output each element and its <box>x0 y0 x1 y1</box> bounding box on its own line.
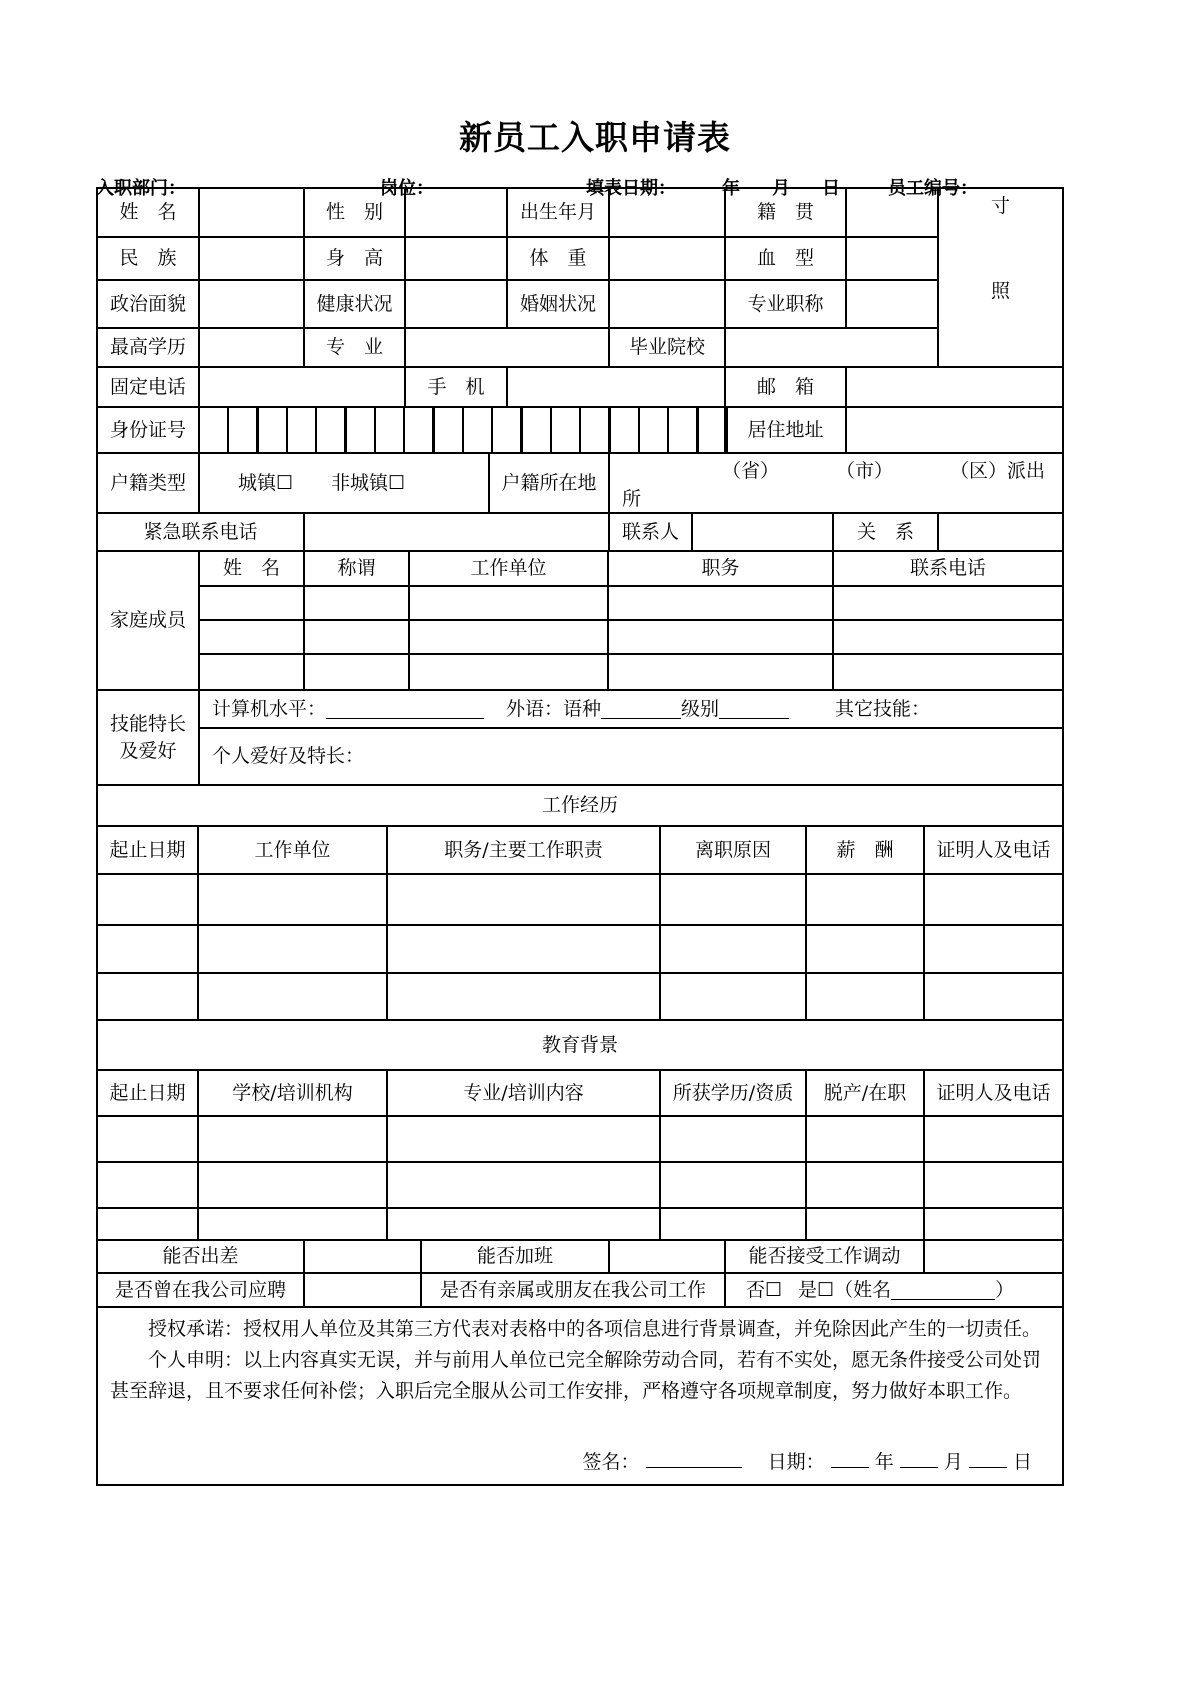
email-label: 邮 箱 <box>724 366 847 408</box>
sign-date-day: 日 <box>1012 1451 1032 1473</box>
native-place-label: 籍 贯 <box>724 187 847 238</box>
edu-row-cell[interactable] <box>923 1115 1064 1163</box>
edu-row-cell[interactable] <box>197 1207 388 1241</box>
edu-row-cell[interactable] <box>386 1207 661 1241</box>
edu-header-cell: 学校/培训机构 <box>197 1069 388 1117</box>
height-label: 身 高 <box>303 236 406 281</box>
id-digit-box[interactable] <box>491 406 522 454</box>
post-label: 岗位： <box>380 178 434 199</box>
id-digit-box[interactable] <box>345 406 376 454</box>
work-row-cell[interactable] <box>805 873 925 926</box>
family-row-cell[interactable] <box>832 619 1064 655</box>
edu-header-cell: 脱产/在职 <box>805 1069 925 1117</box>
overtime-label: 能否加班 <box>420 1239 610 1274</box>
id-digit-box[interactable] <box>521 406 552 454</box>
edu-header-cell: 所获学历/资质 <box>659 1069 807 1117</box>
dept-label: 入职部门： <box>96 178 186 199</box>
business-travel-label: 能否出差 <box>96 1239 305 1274</box>
name-label: 姓 名 <box>96 187 200 238</box>
relatives-yes-option[interactable]: 是☐（姓名 <box>798 1278 892 1301</box>
fill-date-day: 日 <box>822 178 840 199</box>
work-row-cell[interactable] <box>923 972 1064 1021</box>
family-row-cell[interactable] <box>607 585 834 621</box>
marital-label: 婚姻状况 <box>506 279 610 329</box>
work-row-cell[interactable] <box>923 924 1064 974</box>
mobile-field[interactable] <box>506 366 726 408</box>
business-travel-field[interactable] <box>303 1239 422 1274</box>
work-row-cell[interactable] <box>197 873 388 926</box>
work-header-cell: 工作单位 <box>197 825 388 875</box>
fill-date-label: 填表日期： <box>586 178 676 199</box>
birth-field[interactable] <box>608 187 726 238</box>
family-header-cell: 工作单位 <box>408 550 609 587</box>
marital-field[interactable] <box>608 279 726 329</box>
hukou-place-field[interactable]: （省） （市） （区）派出所 <box>608 452 1064 514</box>
school-label: 毕业院校 <box>608 327 726 368</box>
professional-title-field[interactable] <box>845 279 939 329</box>
overtime-field[interactable] <box>608 1239 726 1274</box>
id-digit-box[interactable] <box>257 406 288 454</box>
major-label: 专 业 <box>303 327 406 368</box>
applied-before-label: 是否曾在我公司应聘 <box>96 1272 305 1308</box>
family-row-cell[interactable] <box>408 619 609 655</box>
gender-label: 性 别 <box>303 187 406 238</box>
work-history-title: 工作经历 <box>96 784 1064 827</box>
family-row-cell[interactable] <box>303 653 410 691</box>
edu-row-cell[interactable] <box>659 1115 807 1163</box>
edu-row-cell[interactable] <box>96 1161 199 1209</box>
work-row-cell[interactable] <box>197 972 388 1021</box>
emergency-phone-field[interactable] <box>303 512 610 552</box>
weight-label: 体 重 <box>506 236 610 281</box>
health-label: 健康状况 <box>303 279 406 329</box>
work-row-cell[interactable] <box>659 924 807 974</box>
edu-row-cell[interactable] <box>96 1207 199 1241</box>
id-digit-box[interactable] <box>374 406 405 454</box>
contact-person-label: 联系人 <box>608 512 693 552</box>
contact-person-field[interactable] <box>691 512 834 552</box>
edu-row-cell[interactable] <box>805 1207 925 1241</box>
edu-row-cell[interactable] <box>386 1115 661 1163</box>
family-row-cell[interactable] <box>303 585 410 621</box>
skills-label: 技能特长及爱好 <box>96 689 200 786</box>
employee-number-label: 员工编号： <box>888 178 978 199</box>
address-field[interactable] <box>845 406 1064 454</box>
work-row-cell[interactable] <box>197 924 388 974</box>
transfer-label: 能否接受工作调动 <box>724 1239 925 1274</box>
blood-type-field[interactable] <box>845 236 939 281</box>
work-row-cell[interactable] <box>659 972 807 1021</box>
family-row-cell[interactable] <box>198 585 305 621</box>
work-row-cell[interactable] <box>386 924 661 974</box>
work-row-cell[interactable] <box>923 873 1064 926</box>
political-label: 政治面貌 <box>96 279 200 329</box>
work-header-cell: 职务/主要工作职责 <box>386 825 661 875</box>
edu-row-cell[interactable] <box>923 1207 1064 1241</box>
skills-row[interactable] <box>198 689 1064 729</box>
school-field[interactable] <box>724 327 939 368</box>
professional-title-label: 专业职称 <box>724 279 847 329</box>
family-row-cell[interactable] <box>408 653 609 691</box>
id-digit-box[interactable] <box>286 406 317 454</box>
education-label: 最高学历 <box>96 327 200 368</box>
declaration-box <box>96 1306 1064 1486</box>
hukou-place-label: 户籍所在地 <box>488 452 610 514</box>
ethnic-label: 民 族 <box>96 236 200 281</box>
id-number-label: 身份证号 <box>96 406 200 454</box>
language-level-label: 级别 <box>681 697 720 720</box>
work-row-cell[interactable] <box>386 972 661 1021</box>
family-header-cell: 联系电话 <box>832 550 1064 587</box>
photo-label-bottom: 照 <box>990 279 1010 302</box>
hobby-field[interactable] <box>198 727 1064 786</box>
edu-row-cell[interactable] <box>197 1115 388 1163</box>
sign-date-month: 月 <box>943 1451 963 1473</box>
family-row-cell[interactable] <box>198 653 305 691</box>
id-digit-box[interactable] <box>609 406 640 454</box>
edu-row-cell[interactable] <box>923 1161 1064 1209</box>
family-row-cell[interactable] <box>198 619 305 655</box>
emergency-phone-label: 紧急联系电话 <box>96 512 305 552</box>
applied-before-field[interactable] <box>303 1272 422 1308</box>
major-field[interactable] <box>404 327 610 368</box>
hukou-type-label: 户籍类型 <box>96 452 200 514</box>
id-digit-box[interactable] <box>579 406 610 454</box>
address-label: 居住地址 <box>724 406 847 454</box>
work-row-cell[interactable] <box>386 873 661 926</box>
id-digit-box[interactable] <box>550 406 581 454</box>
sign-date-month-field[interactable] <box>900 1449 938 1468</box>
hukou-type-options[interactable]: 城镇☐ 非城镇☐ <box>198 452 490 514</box>
relatives-close-paren: ） <box>995 1278 1015 1301</box>
name-field[interactable] <box>198 187 305 238</box>
family-row-cell[interactable] <box>832 585 1064 621</box>
work-header-cell: 薪 酬 <box>805 825 925 875</box>
family-header-cell: 职务 <box>607 550 834 587</box>
language-line[interactable] <box>601 700 681 719</box>
fill-date-month: 月 <box>772 178 790 199</box>
weight-field[interactable] <box>608 236 726 281</box>
phone-field[interactable] <box>198 366 406 408</box>
blood-type-label: 血 型 <box>724 236 847 281</box>
id-digit-box[interactable] <box>227 406 258 454</box>
edu-header-cell: 证明人及电话 <box>923 1069 1064 1117</box>
transfer-field[interactable] <box>923 1239 1064 1274</box>
relatives-label: 是否有亲属或朋友在我公司工作 <box>420 1272 726 1308</box>
native-place-field[interactable] <box>845 187 939 238</box>
edu-row-cell[interactable] <box>805 1161 925 1209</box>
edu-header-cell: 专业/培训内容 <box>386 1069 661 1117</box>
id-digit-box[interactable] <box>198 406 229 454</box>
signature-line <box>583 1447 1032 1478</box>
edu-row-cell[interactable] <box>659 1207 807 1241</box>
family-row-cell[interactable] <box>607 653 834 691</box>
work-row-cell[interactable] <box>96 972 199 1021</box>
photo-box[interactable] <box>937 187 1064 368</box>
computer-level-label: 计算机水平： <box>212 697 327 720</box>
sign-date-label: 日期： <box>767 1451 825 1473</box>
family-row-cell[interactable] <box>607 619 834 655</box>
edu-row-cell[interactable] <box>805 1115 925 1163</box>
authorization-text: 授权承诺：授权用人单位及其第三方代表对表格中的各项信息进行背景调查，并免除因此产生的一切责任。 <box>148 1318 1042 1340</box>
id-digit-box[interactable] <box>315 406 346 454</box>
phone-label: 固定电话 <box>96 366 200 408</box>
relatives-name-line[interactable] <box>891 1281 995 1300</box>
id-digit-box[interactable] <box>638 406 669 454</box>
work-row-cell[interactable] <box>805 924 925 974</box>
computer-level-line[interactable] <box>326 700 484 719</box>
family-row-cell[interactable] <box>832 653 1064 691</box>
work-row-cell[interactable] <box>659 873 807 926</box>
work-row-cell[interactable] <box>96 924 199 974</box>
sign-date-day-field[interactable] <box>969 1449 1007 1468</box>
ethnic-field[interactable] <box>198 236 305 281</box>
health-field[interactable] <box>404 279 508 329</box>
statement-text: 个人申明：以上内容真实无误，并与前用人单位已完全解除劳动合同，若有不实处，愿无条件接受公司处罚甚至辞退，且不要求任何补偿；入职后完全服从公司工作安排，严格遵守各项规章制度，努力做好本职工作。 <box>110 1349 1042 1402</box>
family-header-cell: 称谓 <box>303 550 410 587</box>
language-label: 外语：语种 <box>506 697 602 720</box>
id-digit-box[interactable] <box>462 406 493 454</box>
relatives-no-option[interactable]: 否☐ <box>746 1278 783 1301</box>
birth-label: 出生年月 <box>506 187 610 238</box>
relation-label: 关 系 <box>832 512 939 552</box>
email-field[interactable] <box>845 366 1064 408</box>
work-header-cell: 起止日期 <box>96 825 199 875</box>
edu-row-cell[interactable] <box>197 1161 388 1209</box>
height-field[interactable] <box>404 236 508 281</box>
edu-header-cell: 起止日期 <box>96 1069 199 1117</box>
hobby-label: 个人爱好及特长： <box>212 745 365 768</box>
fill-date-year: 年 <box>722 178 740 199</box>
edu-row-cell[interactable] <box>96 1115 199 1163</box>
gender-field[interactable] <box>404 187 508 238</box>
sign-date-year-field[interactable] <box>831 1449 869 1468</box>
work-row-cell[interactable] <box>96 873 199 926</box>
mobile-label: 手 机 <box>404 366 508 408</box>
relation-field[interactable] <box>937 512 1064 552</box>
edu-row-cell[interactable] <box>386 1161 661 1209</box>
signature-field[interactable] <box>646 1449 742 1468</box>
work-header-cell: 证明人及电话 <box>923 825 1064 875</box>
id-digit-box[interactable] <box>403 406 434 454</box>
other-skills-label: 其它技能： <box>835 697 931 720</box>
work-row-cell[interactable] <box>805 972 925 1021</box>
education-background-title: 教育背景 <box>96 1019 1064 1071</box>
education-field[interactable] <box>198 327 305 368</box>
id-digit-box[interactable] <box>697 406 728 454</box>
form-title: 新员工入职申请表 <box>459 118 731 157</box>
family-members-label: 家庭成员 <box>96 550 200 691</box>
id-digit-box[interactable] <box>433 406 464 454</box>
relatives-field[interactable] <box>724 1272 1064 1308</box>
signature-label: 签名： <box>582 1451 640 1473</box>
sign-date-year: 年 <box>874 1451 894 1473</box>
family-row-cell[interactable] <box>408 585 609 621</box>
edu-row-cell[interactable] <box>659 1161 807 1209</box>
language-level-line[interactable] <box>719 700 789 719</box>
work-header-cell: 离职原因 <box>659 825 807 875</box>
photo-label-top: 寸 <box>990 195 1010 217</box>
id-digit-box[interactable] <box>667 406 698 454</box>
political-field[interactable] <box>198 279 305 329</box>
family-header-cell: 姓 名 <box>198 550 305 587</box>
family-row-cell[interactable] <box>303 619 410 655</box>
